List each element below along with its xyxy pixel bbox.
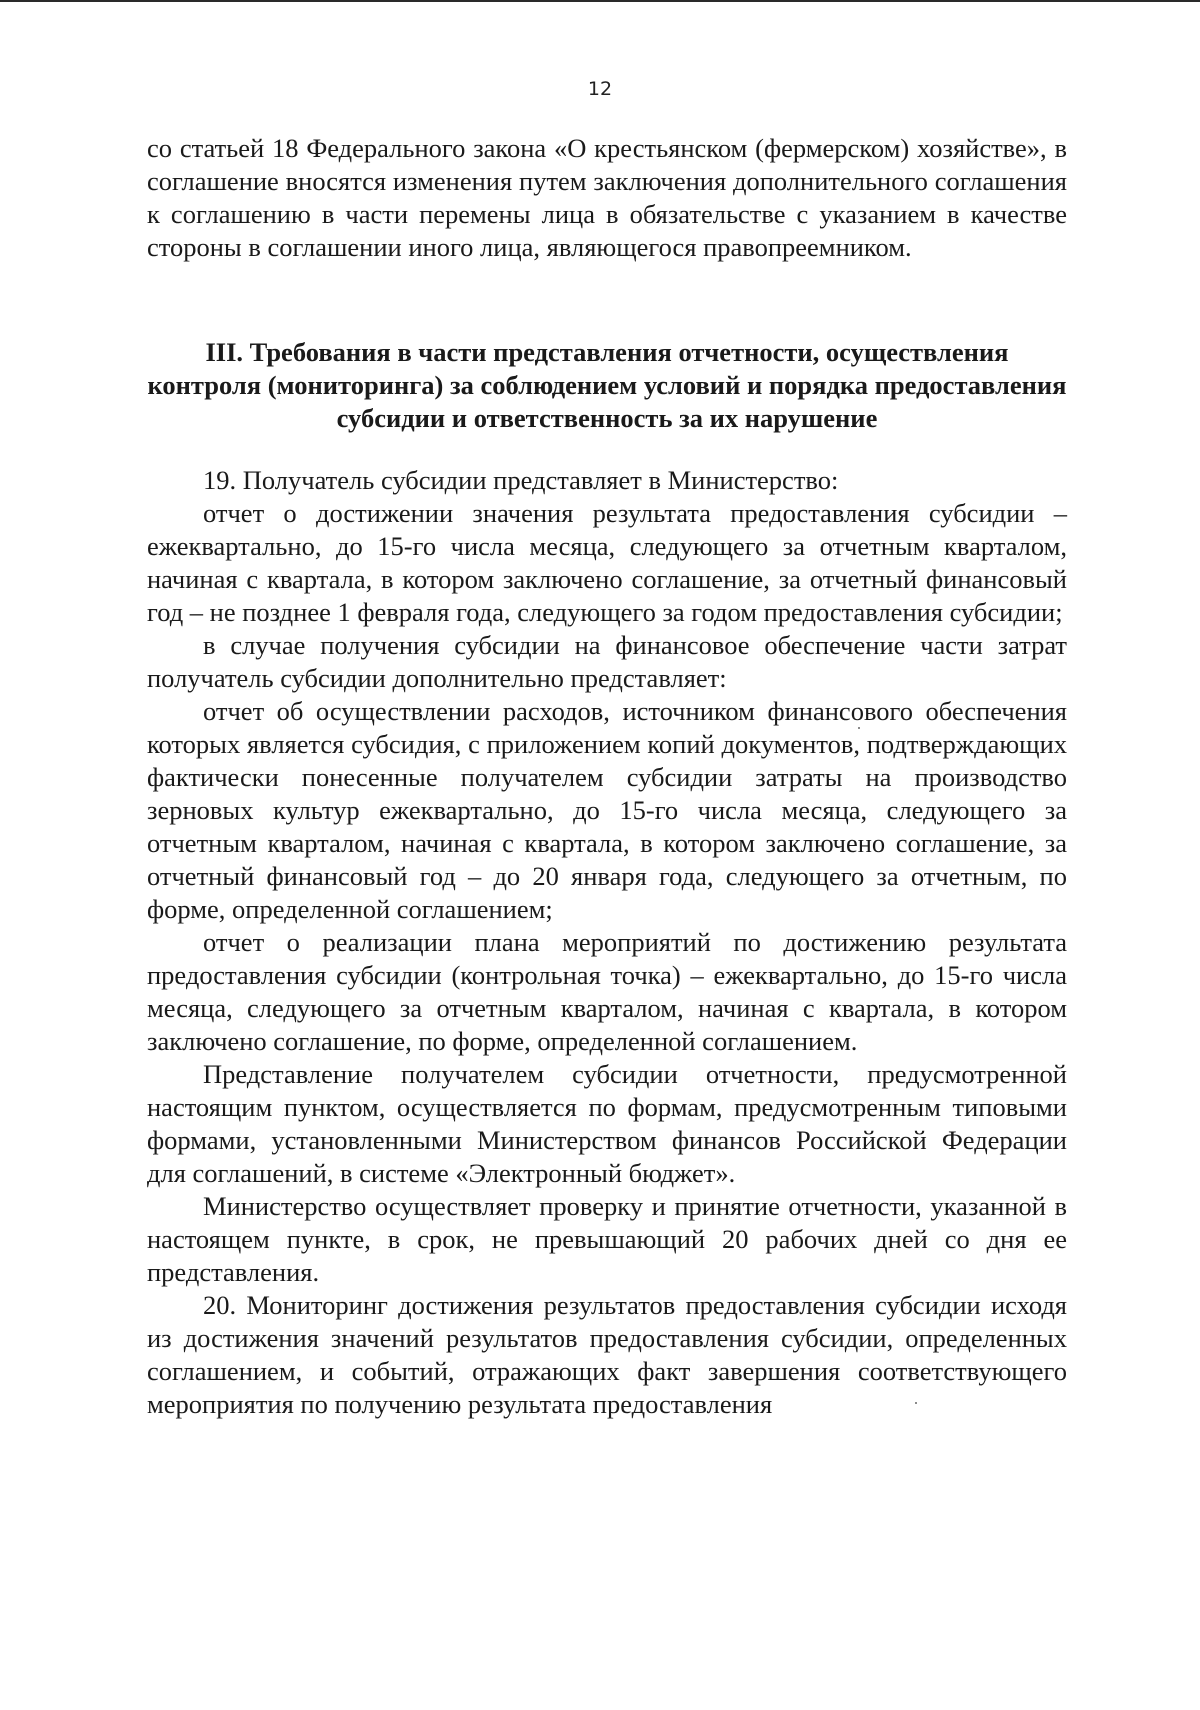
paragraph-ministry-check: Министерство осуществляет проверку и принятие отчетности, указанной в настоящем пункте, в срок, не превышающий 20 рабочих дней со дня ее представления. bbox=[147, 1191, 1067, 1287]
paragraph-result-report: отчет о достижении значения результата предоставления субсидии – ежеквартально, до 15-го числа месяца, следующего за отчетным кварталом, начиная с квартала, в котором заключено соглашение, за отчетный финансовый год – не позднее 1 февраля года, следующего за годом предоставления субсидии; bbox=[147, 498, 1067, 627]
scan-top-edge bbox=[0, 0, 1200, 2]
paragraph-20-monitoring: 20. Мониторинг достижения результатов предоставления субсидии исходя из достижения значений результатов предоставления субсидии, определенных соглашением, и событий, отражающих факт завершения соответствующего мероприятия по получению результата предоставления bbox=[147, 1290, 1067, 1419]
paragraph-cost-subsidy: в случае получения субсидии на финансовое обеспечение части затрат получатель субсидии дополнительно представляет: bbox=[147, 630, 1067, 693]
paragraph-19-intro: 19. Получатель субсидии представляет в Министерство: bbox=[203, 465, 839, 495]
main-text-block bbox=[147, 464, 1067, 1421]
intro-block bbox=[147, 132, 1067, 264]
paragraph-reporting-forms: Представление получателем субсидии отчетности, предусмотренной настоящим пунктом, осуществляется по формам, предусмотренным типовыми формами, установленными Министерством финансов Российской Федерации для соглашений, в системе «Электронный бюджет». bbox=[147, 1059, 1067, 1188]
paragraph-plan-report: отчет о реализации плана мероприятий по достижению результата предоставления субсидии (контрольная точка) – ежеквартально, до 15-го числа месяца, следующего за отчетным кварталом, начиная с квартала, в котором заключено соглашение, по форме, определенной соглашением. bbox=[147, 927, 1067, 1056]
scan-speck bbox=[915, 1402, 917, 1404]
page-number: 12 bbox=[587, 78, 613, 100]
paragraph-expense-report: отчет об осуществлении расходов, источником финансового обеспечения которых является субсидия, с приложением копий документов, подтверждающих фактически понесенные получателем субсидии затраты на производство зерновых культур ежеквартально, до 15-го числа месяца, следующего за отчетным кварталом, начиная с квартала, в котором заключено соглашение, за отчетный финансовый год – до 20 января года, следующего за отчетным, по форме, определенной соглашением; bbox=[147, 696, 1067, 924]
scan-speck bbox=[858, 727, 860, 729]
intro-paragraph: со статьей 18 Федерального закона «О крестьянском (фермерском) хозяйстве», в соглашение вносятся изменения путем заключения дополнительного соглашения к соглашению в части перемены лица в обязательстве с указанием в качестве стороны в соглашении иного лица, являющегося правопреемником. bbox=[147, 133, 1067, 262]
section-heading: III. Требования в части представления отчетности, осуществления контроля (мониторинга) за соблюдением условий и порядка предоставления субсидии и ответственность за их нарушение bbox=[147, 337, 1067, 433]
